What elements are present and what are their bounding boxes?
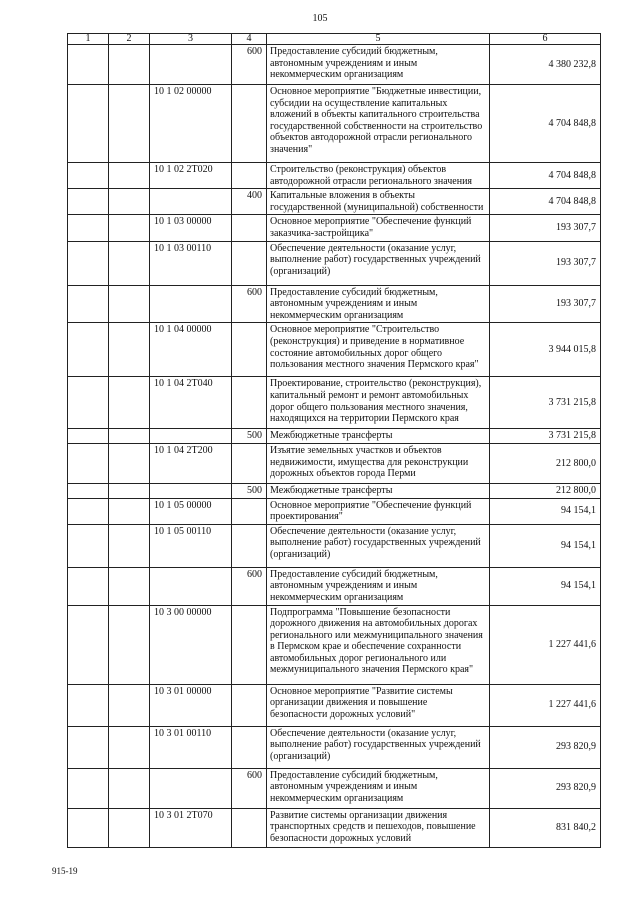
empty-cell [68, 726, 109, 768]
item-name-cell: Предоставление субсидий бюджетным, автономным учреждениям и иным некоммерческим организациям [267, 45, 490, 85]
table-row [68, 524, 601, 567]
footer-code: 915-19 [52, 866, 78, 876]
empty-cell [68, 189, 109, 215]
table-row [68, 241, 601, 285]
target-code-cell: 10 1 02 00000 [150, 85, 232, 163]
empty-cell [68, 443, 109, 483]
amount-cell: 193 307,7 [490, 241, 601, 285]
table-row [68, 605, 601, 684]
item-name-cell: Строительство (реконструкция) объектов автодорожной отрасли регионального значения [267, 163, 490, 189]
table-row [68, 443, 601, 483]
table-row [68, 726, 601, 768]
empty-cell [68, 567, 109, 605]
target-code-cell [150, 45, 232, 85]
empty-cell [109, 323, 150, 377]
item-name-cell: Основное мероприятие "Обеспечение функций проектирования" [267, 498, 490, 524]
empty-cell [109, 605, 150, 684]
empty-cell [68, 241, 109, 285]
target-code-cell: 10 1 02 2Т020 [150, 163, 232, 189]
empty-cell [109, 189, 150, 215]
item-name-cell: Обеспечение деятельности (оказание услуг, выполнение работ) государственных учреждений (организаций) [267, 524, 490, 567]
expense-type-cell [232, 808, 267, 847]
table-row [68, 189, 601, 215]
empty-cell [109, 163, 150, 189]
empty-cell [109, 215, 150, 241]
expense-type-cell: 600 [232, 567, 267, 605]
amount-cell: 94 154,1 [490, 567, 601, 605]
empty-cell [68, 377, 109, 429]
table-row [68, 483, 601, 498]
amount-cell: 212 800,0 [490, 483, 601, 498]
amount-cell: 4 704 848,8 [490, 163, 601, 189]
empty-cell [68, 45, 109, 85]
item-name-cell: Обеспечение деятельности (оказание услуг, выполнение работ) государственных учреждений (организаций) [267, 726, 490, 768]
amount-cell: 94 154,1 [490, 524, 601, 567]
amount-cell: 4 704 848,8 [490, 189, 601, 215]
item-name-cell: Основное мероприятие "Развитие системы организации движения и повышение безопасности дорожных условий" [267, 684, 490, 726]
target-code-cell [150, 189, 232, 215]
target-code-cell: 10 1 04 00000 [150, 323, 232, 377]
header-row [68, 34, 601, 45]
item-name-cell: Подпрограмма "Повышение безопасности дорожного движения на автомобильных дорогах регионального или межмуниципального значения в Пермском крае и обеспечение сохранности автомобильных дорог регионального или межмуниципального значения Пермского края" [267, 605, 490, 684]
item-name-cell: Основное мероприятие "Обеспечение функций заказчика-застройщика" [267, 215, 490, 241]
expense-type-cell [232, 498, 267, 524]
item-name-cell: Проектирование, строительство (реконструкция), капитальный ремонт и ремонт автомобильных дорог общего пользования местного значения, находящихся на территории Пермского края [267, 377, 490, 429]
expense-type-cell: 600 [232, 768, 267, 808]
expense-type-cell [232, 605, 267, 684]
target-code-cell: 10 1 05 00110 [150, 524, 232, 567]
item-name-cell: Обеспечение деятельности (оказание услуг, выполнение работ) государственных учреждений (организаций) [267, 241, 490, 285]
table-row [68, 85, 601, 163]
target-code-cell: 10 3 01 2Т070 [150, 808, 232, 847]
expense-type-cell: 600 [232, 45, 267, 85]
target-code-cell: 10 3 00 00000 [150, 605, 232, 684]
empty-cell [109, 684, 150, 726]
table-row [68, 768, 601, 808]
amount-cell: 831 840,2 [490, 808, 601, 847]
table-row [68, 323, 601, 377]
target-code-cell [150, 567, 232, 605]
expense-type-cell: 500 [232, 483, 267, 498]
table-row [68, 498, 601, 524]
table-row [68, 684, 601, 726]
item-name-cell: Развитие системы организации движения транспортных средств и пешеходов, повышение безопасности дорожных условий [267, 808, 490, 847]
header-cell: 6 [490, 34, 601, 45]
empty-cell [109, 567, 150, 605]
empty-cell [109, 241, 150, 285]
empty-cell [109, 85, 150, 163]
amount-cell: 193 307,7 [490, 215, 601, 241]
target-code-cell: 10 1 04 2Т200 [150, 443, 232, 483]
empty-cell [68, 323, 109, 377]
empty-cell [109, 45, 150, 85]
empty-cell [68, 85, 109, 163]
budget-table [67, 33, 601, 848]
empty-cell [109, 443, 150, 483]
expense-type-cell [232, 726, 267, 768]
expense-type-cell [232, 323, 267, 377]
empty-cell [68, 605, 109, 684]
empty-cell [68, 808, 109, 847]
empty-cell [68, 524, 109, 567]
target-code-cell [150, 483, 232, 498]
item-name-cell: Предоставление субсидий бюджетным, автономным учреждениям и иным некоммерческим организациям [267, 567, 490, 605]
header-cell: 2 [109, 34, 150, 45]
item-name-cell: Предоставление субсидий бюджетным, автономным учреждениям и иным некоммерческим организациям [267, 768, 490, 808]
page-number: 105 [312, 13, 328, 24]
table-row [68, 377, 601, 429]
item-name-cell: Межбюджетные трансферты [267, 429, 490, 444]
amount-cell: 94 154,1 [490, 498, 601, 524]
target-code-cell: 10 1 04 2Т040 [150, 377, 232, 429]
empty-cell [68, 684, 109, 726]
target-code-cell: 10 3 01 00110 [150, 726, 232, 768]
amount-cell: 4 704 848,8 [490, 85, 601, 163]
amount-cell: 3 731 215,8 [490, 429, 601, 444]
table-row [68, 215, 601, 241]
amount-cell: 3 731 215,8 [490, 377, 601, 429]
amount-cell: 4 380 232,8 [490, 45, 601, 85]
item-name-cell: Межбюджетные трансферты [267, 483, 490, 498]
amount-cell: 193 307,7 [490, 285, 601, 323]
target-code-cell: 10 1 05 00000 [150, 498, 232, 524]
amount-cell: 293 820,9 [490, 726, 601, 768]
empty-cell [109, 498, 150, 524]
header-cell: 3 [150, 34, 232, 45]
expense-type-cell: 400 [232, 189, 267, 215]
expense-type-cell: 600 [232, 285, 267, 323]
target-code-cell: 10 1 03 00000 [150, 215, 232, 241]
table-row [68, 808, 601, 847]
table-row [68, 285, 601, 323]
item-name-cell: Изъятие земельных участков и объектов недвижимости, имущества для реконструкции дорожных объектов города Перми [267, 443, 490, 483]
expense-type-cell: 500 [232, 429, 267, 444]
empty-cell [109, 524, 150, 567]
amount-cell: 212 800,0 [490, 443, 601, 483]
target-code-cell [150, 768, 232, 808]
table-row [68, 567, 601, 605]
item-name-cell: Капитальные вложения в объекты государственной (муниципальной) собственности [267, 189, 490, 215]
empty-cell [109, 483, 150, 498]
amount-cell: 1 227 441,6 [490, 684, 601, 726]
amount-cell: 293 820,9 [490, 768, 601, 808]
amount-cell: 1 227 441,6 [490, 605, 601, 684]
empty-cell [68, 163, 109, 189]
empty-cell [109, 726, 150, 768]
target-code-cell: 10 1 03 00110 [150, 241, 232, 285]
expense-type-cell [232, 85, 267, 163]
table-row [68, 429, 601, 444]
expense-type-cell [232, 684, 267, 726]
empty-cell [68, 498, 109, 524]
empty-cell [109, 285, 150, 323]
empty-cell [68, 285, 109, 323]
item-name-cell: Предоставление субсидий бюджетным, автономным учреждениям и иным некоммерческим организациям [267, 285, 490, 323]
target-code-cell [150, 429, 232, 444]
target-code-cell [150, 285, 232, 323]
expense-type-cell [232, 241, 267, 285]
expense-type-cell [232, 163, 267, 189]
empty-cell [68, 429, 109, 444]
header-cell: 5 [267, 34, 490, 45]
empty-cell [109, 808, 150, 847]
table-row [68, 163, 601, 189]
empty-cell [68, 483, 109, 498]
expense-type-cell [232, 524, 267, 567]
expense-type-cell [232, 377, 267, 429]
item-name-cell: Основное мероприятие "Бюджетные инвестиции, субсидии на осуществление капитальных вложений в объекты капитального строительства государственной собственности на строительство объектов автодорожной отрасли регионального значения" [267, 85, 490, 163]
header-cell: 4 [232, 34, 267, 45]
item-name-cell: Основное мероприятие "Строительство (реконструкция) и приведение в нормативное состояние автомобильных дорог общего пользования местного значения Пермского края" [267, 323, 490, 377]
empty-cell [109, 768, 150, 808]
table-row [68, 45, 601, 85]
amount-cell: 3 944 015,8 [490, 323, 601, 377]
empty-cell [68, 215, 109, 241]
header-cell: 1 [68, 34, 109, 45]
empty-cell [109, 377, 150, 429]
expense-type-cell [232, 215, 267, 241]
empty-cell [109, 429, 150, 444]
empty-cell [68, 768, 109, 808]
target-code-cell: 10 3 01 00000 [150, 684, 232, 726]
expense-type-cell [232, 443, 267, 483]
